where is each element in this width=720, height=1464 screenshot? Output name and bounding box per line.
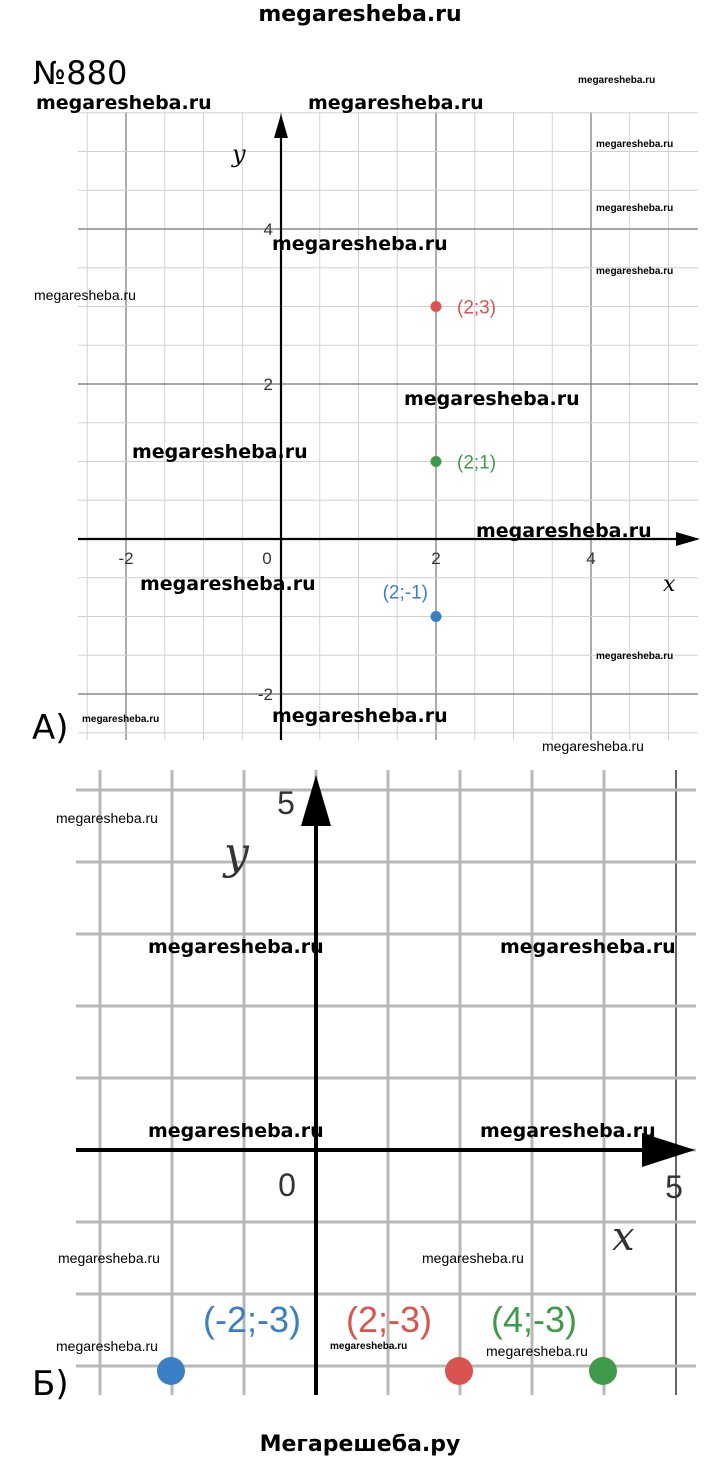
- x-axis-label: x: [612, 1214, 635, 1260]
- chart-a-points: [383, 298, 496, 623]
- watermark: megaresheba.ru: [56, 1338, 158, 1354]
- watermark: megaresheba.ru: [476, 520, 652, 542]
- watermark: megaresheba.ru: [422, 1250, 524, 1266]
- point-label: (2;-3): [345, 1299, 433, 1340]
- y-axis-arrow: [301, 775, 331, 826]
- watermark: megaresheba.ru: [480, 1120, 656, 1142]
- point-label: (2;1): [457, 452, 497, 474]
- watermark: megaresheba.ru: [596, 203, 674, 214]
- x-tick-label: -2: [118, 549, 134, 568]
- chart-a: [0, 100, 720, 740]
- watermark: megaresheba.ru: [404, 388, 580, 410]
- y-tick-label: 2: [263, 375, 273, 394]
- watermark: megaresheba.ru: [272, 233, 448, 255]
- x-tick-label: 4: [586, 549, 596, 568]
- watermark: megaresheba.ru: [596, 139, 674, 150]
- x-axis-arrow: [676, 532, 700, 546]
- watermark: megaresheba.ru: [578, 75, 656, 86]
- y-axis-arrow: [274, 114, 288, 138]
- y-axis-label: y: [224, 828, 249, 879]
- part-a-label: А): [32, 708, 69, 748]
- part-b-label: Б): [32, 1364, 69, 1404]
- y-tick-label: 4: [263, 220, 273, 239]
- data-point: [445, 1357, 473, 1385]
- watermark: megaresheba.ru: [82, 714, 160, 725]
- point-label: (-2;-3): [203, 1299, 301, 1340]
- x-tick-label: 5: [665, 1169, 683, 1205]
- data-point: [431, 301, 442, 312]
- watermark: megaresheba.ru: [542, 738, 644, 754]
- watermark: megaresheba.ru: [58, 1250, 160, 1266]
- watermark: megaresheba.ru: [596, 651, 674, 662]
- watermark: megaresheba.ru: [148, 936, 324, 958]
- watermark: megaresheba.ru: [36, 92, 212, 114]
- watermark: megaresheba.ru: [596, 266, 674, 277]
- watermark: megaresheba.ru: [140, 573, 316, 595]
- y-tick-label: -2: [257, 685, 273, 704]
- point-label: (4;-3): [490, 1299, 578, 1340]
- x-tick-label: 0: [262, 549, 272, 568]
- watermark: megaresheba.ru: [132, 441, 308, 463]
- watermark: megaresheba.ru: [330, 1341, 408, 1352]
- data-point: [157, 1357, 185, 1385]
- chart-b: [0, 770, 720, 1400]
- watermark: megaresheba.ru: [34, 287, 136, 303]
- watermark: megaresheba.ru: [56, 810, 158, 826]
- y-tick-label: 5: [277, 785, 295, 821]
- y-axis-label: y: [232, 140, 246, 168]
- site-header: megaresheba.ru: [258, 2, 462, 27]
- point-label: (2;-1): [382, 582, 428, 604]
- data-point: [431, 611, 442, 622]
- watermark: megaresheba.ru: [308, 92, 484, 114]
- x-tick-label: 2: [431, 549, 441, 568]
- x-tick-label: 0: [278, 1167, 296, 1203]
- watermark: megaresheba.ru: [272, 705, 448, 727]
- data-point: [589, 1357, 617, 1385]
- x-axis-label: x: [663, 572, 676, 597]
- site-footer: Мегарешеба.ру: [259, 1432, 461, 1457]
- problem-number: №880: [33, 54, 128, 92]
- watermark: megaresheba.ru: [500, 936, 676, 958]
- watermark: megaresheba.ru: [486, 1343, 588, 1359]
- watermark: megaresheba.ru: [148, 1120, 324, 1142]
- point-label: (2;3): [457, 297, 497, 319]
- data-point: [431, 456, 442, 467]
- chart-b-tick-labels: [277, 785, 683, 1205]
